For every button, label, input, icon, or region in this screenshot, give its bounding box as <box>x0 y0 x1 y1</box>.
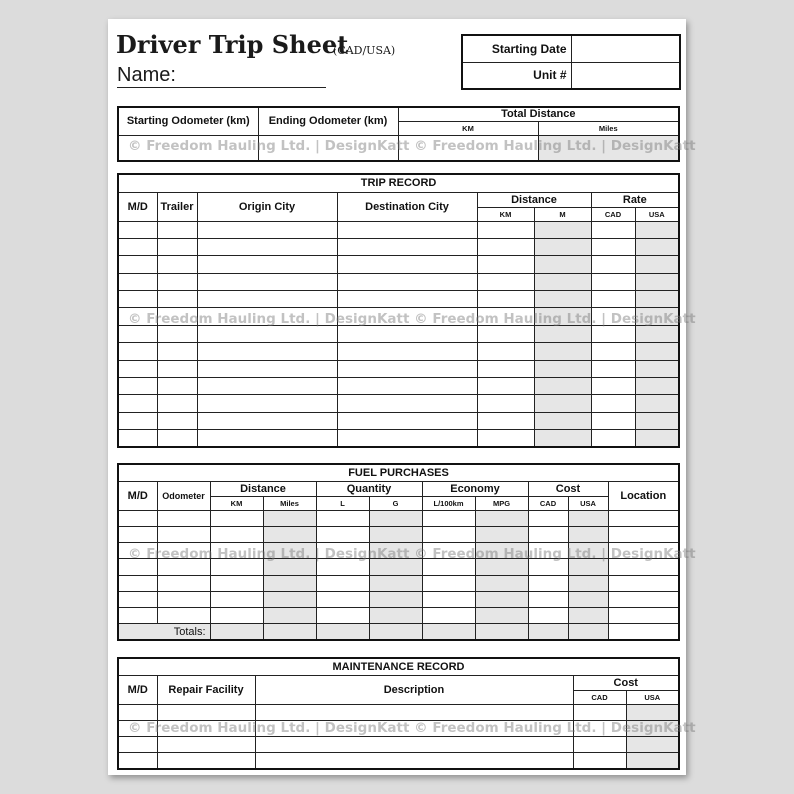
entry-cell[interactable] <box>568 543 608 559</box>
page-title: Driver Trip Sheet <box>116 30 349 59</box>
entry-cell[interactable] <box>635 221 679 238</box>
total-miles-header: Miles <box>538 121 679 135</box>
trip-row <box>118 430 679 448</box>
entry-cell[interactable] <box>528 559 568 575</box>
entry-cell[interactable] <box>608 543 679 559</box>
entry-cell[interactable] <box>477 221 534 238</box>
entry-cell[interactable] <box>635 377 679 394</box>
watermark: © Freedom Hauling Ltd. | DesignKatt © Freedom Hauling Ltd. | DesignKatt <box>128 138 696 154</box>
entry-cell[interactable] <box>263 543 316 559</box>
entry-cell[interactable] <box>568 591 608 607</box>
entry-cell[interactable] <box>255 753 573 769</box>
fuel-row <box>118 527 679 543</box>
fuel-md-header: M/D <box>118 481 157 510</box>
currency-note: (CAD/USA) <box>333 44 396 57</box>
odometer-table <box>117 106 680 162</box>
trip-km-header: KM <box>477 207 534 221</box>
entry-cell[interactable] <box>477 395 534 412</box>
date-unit-box <box>461 34 681 90</box>
trip-md-header: M/D <box>118 192 157 221</box>
unit-label: Unit # <box>462 62 571 89</box>
totals-cell[interactable] <box>528 624 568 640</box>
entry-cell[interactable] <box>118 273 157 290</box>
entry-cell[interactable] <box>528 575 568 591</box>
fuel-quantity-header: Quantity <box>316 481 422 496</box>
entry-cell[interactable] <box>157 325 197 342</box>
entry-cell[interactable] <box>477 412 534 429</box>
entry-cell[interactable] <box>263 527 316 543</box>
name-label: Name: <box>117 64 176 86</box>
entry-cell[interactable] <box>475 575 528 591</box>
trip-row <box>118 256 679 273</box>
entry-cell[interactable] <box>157 273 197 290</box>
entry-cell[interactable] <box>118 412 157 429</box>
entry-cell[interactable] <box>477 430 534 448</box>
trip-origin-header: Origin City <box>197 192 337 221</box>
entry-cell[interactable] <box>635 395 679 412</box>
entry-cell[interactable] <box>337 273 477 290</box>
entry-cell[interactable] <box>635 291 679 308</box>
fuel-odometer-header: Odometer <box>157 481 210 510</box>
entry-cell[interactable] <box>118 591 157 607</box>
fuel-mpg-header: MPG <box>475 496 528 510</box>
fuel-cost-header: Cost <box>528 481 608 496</box>
totals-cell[interactable] <box>316 624 369 640</box>
fuel-location-header: Location <box>608 481 679 510</box>
entry-cell[interactable] <box>422 510 475 526</box>
entry-cell[interactable] <box>591 412 635 429</box>
entry-cell[interactable] <box>210 543 263 559</box>
entry-cell[interactable] <box>197 256 337 273</box>
entry-cell[interactable] <box>157 720 255 736</box>
entry-cell[interactable] <box>118 395 157 412</box>
entry-cell[interactable] <box>210 608 263 624</box>
entry-cell[interactable] <box>157 430 197 448</box>
entry-cell[interactable] <box>316 543 369 559</box>
entry-cell[interactable] <box>337 377 477 394</box>
fuel-distance-header: Distance <box>210 481 316 496</box>
entry-cell[interactable] <box>477 273 534 290</box>
entry-cell[interactable] <box>197 360 337 377</box>
entry-cell[interactable] <box>157 753 255 769</box>
entry-cell[interactable] <box>528 527 568 543</box>
entry-cell[interactable] <box>608 591 679 607</box>
totals-cell[interactable] <box>263 624 316 640</box>
trip-row <box>118 343 679 360</box>
entry-cell[interactable] <box>316 527 369 543</box>
total-miles-cell[interactable] <box>538 135 679 161</box>
entry-cell[interactable] <box>534 221 591 238</box>
fuel-cad-header: CAD <box>528 496 568 510</box>
entry-cell[interactable] <box>337 291 477 308</box>
entry-cell[interactable] <box>591 395 635 412</box>
entry-cell[interactable] <box>635 412 679 429</box>
entry-cell[interactable] <box>635 343 679 360</box>
entry-cell[interactable] <box>157 575 210 591</box>
fuel-l100-header: L/100km <box>422 496 475 510</box>
trip-row <box>118 325 679 342</box>
entry-cell[interactable] <box>369 559 422 575</box>
entry-cell[interactable] <box>573 736 626 752</box>
entry-cell[interactable] <box>568 608 608 624</box>
entry-cell[interactable] <box>118 753 157 769</box>
ending-odometer-cell[interactable] <box>258 135 398 161</box>
entry-cell[interactable] <box>337 239 477 256</box>
totals-label: Totals: <box>118 624 210 640</box>
entry-cell[interactable] <box>422 608 475 624</box>
totals-location-cell[interactable] <box>608 624 679 640</box>
entry-cell[interactable] <box>626 736 679 752</box>
maint-cad-header: CAD <box>573 690 626 704</box>
entry-cell[interactable] <box>337 343 477 360</box>
entry-cell[interactable] <box>118 430 157 448</box>
entry-cell[interactable] <box>369 527 422 543</box>
entry-cell[interactable] <box>157 239 197 256</box>
entry-cell[interactable] <box>118 239 157 256</box>
entry-cell[interactable] <box>157 510 210 526</box>
entry-cell[interactable] <box>197 343 337 360</box>
entry-cell[interactable] <box>626 753 679 769</box>
maintenance-row <box>118 704 679 720</box>
entry-cell[interactable] <box>118 256 157 273</box>
entry-cell[interactable] <box>626 720 679 736</box>
entry-cell[interactable] <box>337 360 477 377</box>
total-km-header: KM <box>398 121 538 135</box>
entry-cell[interactable] <box>477 308 534 325</box>
entry-cell[interactable] <box>528 510 568 526</box>
entry-cell[interactable] <box>316 510 369 526</box>
entry-cell[interactable] <box>337 325 477 342</box>
trip-distance-header: Distance <box>477 192 591 207</box>
entry-cell[interactable] <box>422 527 475 543</box>
entry-cell[interactable] <box>157 221 197 238</box>
entry-cell[interactable] <box>573 704 626 720</box>
entry-cell[interactable] <box>534 291 591 308</box>
entry-cell[interactable] <box>528 608 568 624</box>
entry-cell[interactable] <box>316 559 369 575</box>
watermark: © Freedom Hauling Ltd. | DesignKatt © Freedom Hauling Ltd. | DesignKatt <box>128 546 696 562</box>
entry-cell[interactable] <box>534 395 591 412</box>
entry-cell[interactable] <box>528 591 568 607</box>
fuel-row <box>118 559 679 575</box>
fuel-row <box>118 608 679 624</box>
trip-row <box>118 239 679 256</box>
fuel-usa-header: USA <box>568 496 608 510</box>
entry-cell[interactable] <box>369 510 422 526</box>
entry-cell[interactable] <box>118 360 157 377</box>
entry-cell[interactable] <box>568 575 608 591</box>
fuel-economy-header: Economy <box>422 481 528 496</box>
entry-cell[interactable] <box>263 575 316 591</box>
entry-cell[interactable] <box>157 591 210 607</box>
entry-cell[interactable] <box>475 510 528 526</box>
entry-cell[interactable] <box>316 575 369 591</box>
entry-cell[interactable] <box>635 256 679 273</box>
trip-record-table <box>117 173 680 448</box>
entry-cell[interactable] <box>157 543 210 559</box>
total-km-cell[interactable] <box>398 135 538 161</box>
unit-field[interactable] <box>571 62 680 89</box>
entry-cell[interactable] <box>316 608 369 624</box>
entry-cell[interactable] <box>534 412 591 429</box>
entry-cell[interactable] <box>118 221 157 238</box>
entry-cell[interactable] <box>591 343 635 360</box>
entry-cell[interactable] <box>635 273 679 290</box>
trip-usa-header: USA <box>635 207 679 221</box>
entry-cell[interactable] <box>263 591 316 607</box>
trip-row <box>118 221 679 238</box>
entry-cell[interactable] <box>475 608 528 624</box>
entry-cell[interactable] <box>422 591 475 607</box>
entry-cell[interactable] <box>118 736 157 752</box>
entry-cell[interactable] <box>157 395 197 412</box>
totals-cell[interactable] <box>422 624 475 640</box>
entry-cell[interactable] <box>626 704 679 720</box>
entry-cell[interactable] <box>118 291 157 308</box>
entry-cell[interactable] <box>157 736 255 752</box>
entry-cell[interactable] <box>118 527 157 543</box>
entry-cell[interactable] <box>157 412 197 429</box>
entry-cell[interactable] <box>608 608 679 624</box>
entry-cell[interactable] <box>534 343 591 360</box>
entry-cell[interactable] <box>197 239 337 256</box>
entry-cell[interactable] <box>263 510 316 526</box>
entry-cell[interactable] <box>534 430 591 448</box>
fuel-row <box>118 591 679 607</box>
fuel-totals-row <box>118 624 679 640</box>
entry-cell[interactable] <box>528 543 568 559</box>
entry-cell[interactable] <box>197 291 337 308</box>
entry-cell[interactable] <box>157 291 197 308</box>
entry-cell[interactable] <box>157 343 197 360</box>
entry-cell[interactable] <box>337 256 477 273</box>
entry-cell[interactable] <box>568 527 608 543</box>
trip-destination-header: Destination City <box>337 192 477 221</box>
entry-cell[interactable] <box>477 360 534 377</box>
fuel-row <box>118 510 679 526</box>
entry-cell[interactable] <box>591 239 635 256</box>
fuel-km-header: KM <box>210 496 263 510</box>
entry-cell[interactable] <box>477 256 534 273</box>
entry-cell[interactable] <box>568 510 608 526</box>
entry-cell[interactable] <box>197 430 337 448</box>
entry-cell[interactable] <box>337 412 477 429</box>
entry-cell[interactable] <box>369 591 422 607</box>
entry-cell[interactable] <box>337 221 477 238</box>
entry-cell[interactable] <box>118 543 157 559</box>
starting-odometer-cell[interactable] <box>118 135 258 161</box>
entry-cell[interactable] <box>475 543 528 559</box>
entry-cell[interactable] <box>157 704 255 720</box>
entry-cell[interactable] <box>475 591 528 607</box>
entry-cell[interactable] <box>477 239 534 256</box>
entry-cell[interactable] <box>316 591 369 607</box>
entry-cell[interactable] <box>475 527 528 543</box>
entry-cell[interactable] <box>608 527 679 543</box>
trip-row <box>118 273 679 290</box>
entry-cell[interactable] <box>591 360 635 377</box>
fuel-g-header: G <box>369 496 422 510</box>
entry-cell[interactable] <box>591 273 635 290</box>
totals-cell[interactable] <box>210 624 263 640</box>
entry-cell[interactable] <box>118 308 157 325</box>
trip-record-title: TRIP RECORD <box>118 174 679 192</box>
entry-cell[interactable] <box>197 395 337 412</box>
fuel-purchases-table <box>117 463 680 641</box>
ending-odometer-header: Ending Odometer (km) <box>258 107 398 135</box>
total-distance-header: Total Distance <box>398 107 679 121</box>
trip-rate-header: Rate <box>591 192 679 207</box>
entry-cell[interactable] <box>197 308 337 325</box>
entry-cell[interactable] <box>635 308 679 325</box>
entry-cell[interactable] <box>534 256 591 273</box>
entry-cell[interactable] <box>157 256 197 273</box>
trip-m-header: M <box>534 207 591 221</box>
entry-cell[interactable] <box>263 559 316 575</box>
entry-cell[interactable] <box>477 377 534 394</box>
entry-cell[interactable] <box>608 575 679 591</box>
fuel-l-header: L <box>316 496 369 510</box>
entry-cell[interactable] <box>591 430 635 448</box>
trip-row <box>118 308 679 325</box>
entry-cell[interactable] <box>337 395 477 412</box>
entry-cell[interactable] <box>635 239 679 256</box>
entry-cell[interactable] <box>608 559 679 575</box>
trip-row <box>118 412 679 429</box>
entry-cell[interactable] <box>635 325 679 342</box>
entry-cell[interactable] <box>534 325 591 342</box>
entry-cell[interactable] <box>210 575 263 591</box>
trip-row <box>118 291 679 308</box>
entry-cell[interactable] <box>591 291 635 308</box>
entry-cell[interactable] <box>197 325 337 342</box>
trip-trailer-header: Trailer <box>157 192 197 221</box>
entry-cell[interactable] <box>263 608 316 624</box>
entry-cell[interactable] <box>422 575 475 591</box>
entry-cell[interactable] <box>591 256 635 273</box>
entry-cell[interactable] <box>210 591 263 607</box>
starting-odometer-header: Starting Odometer (km) <box>118 107 258 135</box>
maintenance-row <box>118 736 679 752</box>
entry-cell[interactable] <box>475 559 528 575</box>
fuel-row <box>118 543 679 559</box>
entry-cell[interactable] <box>118 704 157 720</box>
name-field[interactable] <box>117 87 326 88</box>
entry-cell[interactable] <box>118 608 157 624</box>
fuel-row <box>118 575 679 591</box>
maint-description-header: Description <box>255 675 573 704</box>
entry-cell[interactable] <box>118 325 157 342</box>
entry-cell[interactable] <box>369 575 422 591</box>
maint-usa-header: USA <box>626 690 679 704</box>
trip-row <box>118 360 679 377</box>
entry-cell[interactable] <box>534 377 591 394</box>
maintenance-row <box>118 753 679 769</box>
entry-cell[interactable] <box>255 736 573 752</box>
maint-md-header: M/D <box>118 675 157 704</box>
entry-cell[interactable] <box>591 308 635 325</box>
entry-cell[interactable] <box>337 308 477 325</box>
entry-cell[interactable] <box>255 720 573 736</box>
entry-cell[interactable] <box>118 377 157 394</box>
entry-cell[interactable] <box>477 325 534 342</box>
maintenance-record-table <box>117 657 680 770</box>
totals-cell[interactable] <box>568 624 608 640</box>
fuel-purchases-title: FUEL PURCHASES <box>118 464 679 481</box>
entry-cell[interactable] <box>118 510 157 526</box>
entry-cell[interactable] <box>573 753 626 769</box>
entry-cell[interactable] <box>197 377 337 394</box>
entry-cell[interactable] <box>210 559 263 575</box>
entry-cell[interactable] <box>210 527 263 543</box>
entry-cell[interactable] <box>591 325 635 342</box>
entry-cell[interactable] <box>591 377 635 394</box>
entry-cell[interactable] <box>118 720 157 736</box>
totals-cell[interactable] <box>475 624 528 640</box>
entry-cell[interactable] <box>591 221 635 238</box>
trip-row <box>118 395 679 412</box>
entry-cell[interactable] <box>118 575 157 591</box>
entry-cell[interactable] <box>534 239 591 256</box>
entry-cell[interactable] <box>157 608 210 624</box>
entry-cell[interactable] <box>422 543 475 559</box>
entry-cell[interactable] <box>568 559 608 575</box>
entry-cell[interactable] <box>255 704 573 720</box>
fuel-miles-header: Miles <box>263 496 316 510</box>
entry-cell[interactable] <box>157 559 210 575</box>
watermark: © Freedom Hauling Ltd. | DesignKatt © Freedom Hauling Ltd. | DesignKatt <box>128 720 696 736</box>
entry-cell[interactable] <box>477 291 534 308</box>
entry-cell[interactable] <box>477 343 534 360</box>
entry-cell[interactable] <box>197 221 337 238</box>
entry-cell[interactable] <box>534 273 591 290</box>
starting-date-label: Starting Date <box>462 35 571 62</box>
entry-cell[interactable] <box>608 510 679 526</box>
entry-cell[interactable] <box>118 343 157 360</box>
starting-date-field[interactable] <box>571 35 680 62</box>
totals-cell[interactable] <box>369 624 422 640</box>
entry-cell[interactable] <box>422 559 475 575</box>
entry-cell[interactable] <box>635 360 679 377</box>
entry-cell[interactable] <box>369 543 422 559</box>
entry-cell[interactable] <box>635 430 679 448</box>
trip-row <box>118 377 679 394</box>
entry-cell[interactable] <box>210 510 263 526</box>
maintenance-title: MAINTENANCE RECORD <box>118 658 679 675</box>
entry-cell[interactable] <box>118 559 157 575</box>
maint-cost-header: Cost <box>573 675 679 690</box>
entry-cell[interactable] <box>157 308 197 325</box>
entry-cell[interactable] <box>197 412 337 429</box>
maintenance-row <box>118 720 679 736</box>
entry-cell[interactable] <box>534 360 591 377</box>
entry-cell[interactable] <box>337 430 477 448</box>
entry-cell[interactable] <box>157 377 197 394</box>
entry-cell[interactable] <box>157 360 197 377</box>
entry-cell[interactable] <box>369 608 422 624</box>
entry-cell[interactable] <box>197 273 337 290</box>
entry-cell[interactable] <box>157 527 210 543</box>
maint-facility-header: Repair Facility <box>157 675 255 704</box>
entry-cell[interactable] <box>573 720 626 736</box>
trip-cad-header: CAD <box>591 207 635 221</box>
watermark: © Freedom Hauling Ltd. | DesignKatt © Freedom Hauling Ltd. | DesignKatt <box>128 311 696 327</box>
entry-cell[interactable] <box>534 308 591 325</box>
